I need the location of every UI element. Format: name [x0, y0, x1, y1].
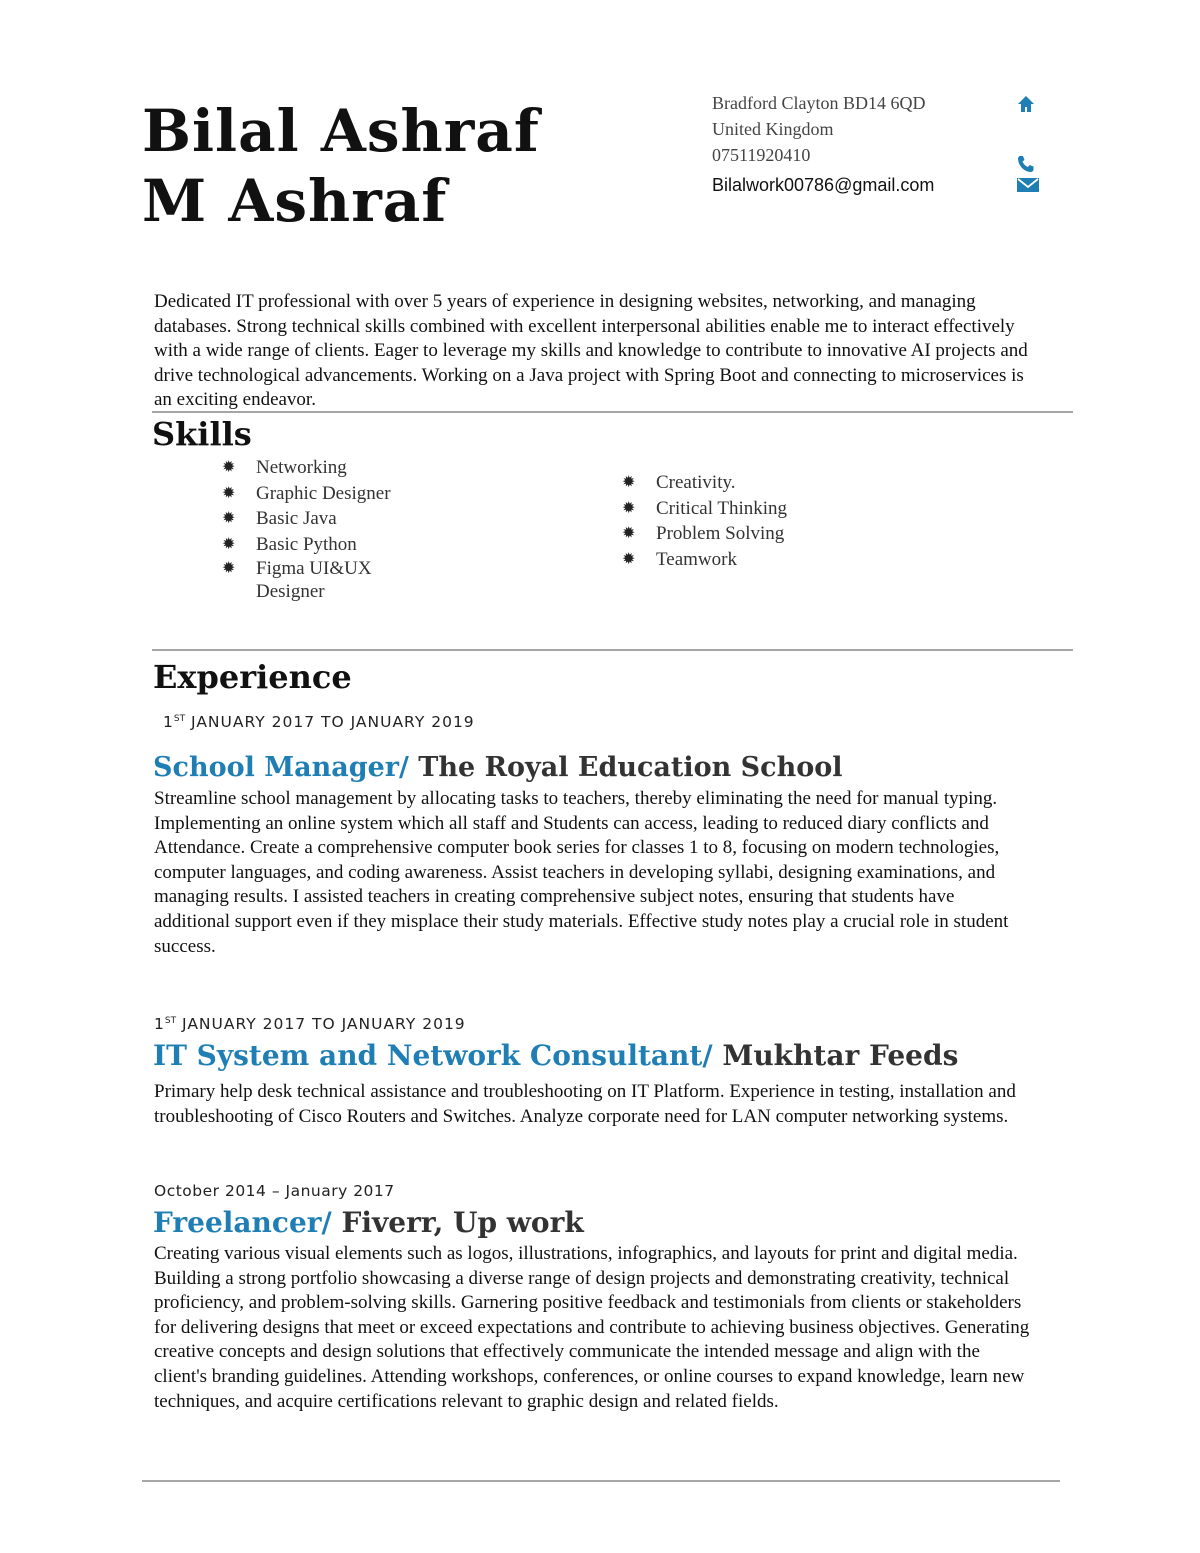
- bullet-icon: ✹: [622, 474, 636, 491]
- job-date: October 2014 – January 2017: [154, 1182, 395, 1200]
- job-description: Creating various visual elements such as logos, illustrations, infographics, and layouts for print and digital media. Building a strong portfolio showcasing a diverse range of design projects and demonstrating creativity, technical proficiency, and problem-solving skills. Garnering positive feedback and testimonials from clients or stakeholders for delivering designs that meet or exceed expectations and contribute to achieving business objectives. Generating creative concepts and design solutions that effectively communicate the intended message and align with the client's branding guidelines. Attending workshops, conferences, or online courses to expand knowledge, learn new techniques, and acquire certifications relevant to graphic design and related fields.: [154, 1243, 1030, 1412]
- job-title: [153, 1203, 584, 1243]
- skills-list-column-2: [622, 470, 882, 572]
- candidate-name: [142, 96, 540, 236]
- job-description: Primary help desk technical assistance and troubleshooting on IT Platform. Experience in testing, installation and troubleshooting of Cisco Routers and Switches. Analyze corporate need for LAN computer networking systems.: [154, 1081, 1016, 1127]
- skill-item: ✹ Teamwork: [622, 547, 882, 573]
- email-row: [712, 172, 1042, 198]
- name-line-1: Bilal Ashraf: [142, 97, 540, 165]
- skill-item: ✹ Basic Python: [222, 532, 432, 558]
- address-row: [712, 90, 1042, 116]
- section-divider: [152, 411, 1073, 413]
- home-icon: [1016, 94, 1036, 112]
- name-line-2: M Ashraf: [142, 167, 448, 235]
- bullet-icon: ✹: [222, 560, 236, 577]
- bullet-icon: ✹: [222, 510, 236, 527]
- skill-item: ✹ Critical Thinking: [622, 496, 882, 522]
- bullet-icon: ✹: [622, 499, 636, 517]
- section-divider: [152, 649, 1073, 651]
- job-organization: Mukhtar Feeds: [712, 1039, 959, 1072]
- bullet-icon: ✹: [222, 484, 236, 502]
- phone-row: [712, 142, 1042, 168]
- experience-heading: Experience: [153, 658, 352, 696]
- phone-icon: [1016, 154, 1036, 172]
- bullet-icon: ✹: [222, 535, 236, 553]
- job-role: IT System and Network Consultant/: [153, 1039, 713, 1072]
- skills-list-column-1: [222, 455, 432, 603]
- job-role: Freelancer/: [153, 1206, 332, 1239]
- skill-item: ✹ Figma UI&UX Designer: [222, 558, 372, 602]
- address-line-2: United Kingdom: [712, 119, 834, 139]
- bullet-icon: ✹: [622, 525, 636, 542]
- contact-block: [712, 90, 1042, 198]
- skill-item: ✹ Graphic Designer: [222, 481, 432, 507]
- job-date: 1ST JANUARY 2017 TO JANUARY 2019: [154, 1015, 466, 1033]
- job-date: 1ST JANUARY 2017 TO JANUARY 2019: [163, 713, 475, 731]
- email-icon: [1016, 175, 1036, 193]
- job-organization: Fiverr, Up work: [331, 1206, 584, 1239]
- professional-summary: Dedicated IT professional with over 5 years of experience in designing websites, networking, and managing databases. Strong technical skills combined with excellent interpersonal abilities enable me to interact effectively with a wide range of clients. Eager to leverage my skills and knowledge to contribute to innovative AI projects and drive technological advancements. Working on a Java project with Spring Boot and connecting to microservices is an exciting endeavor.: [154, 291, 1028, 411]
- bullet-icon: ✹: [622, 550, 636, 568]
- skills-heading: Skills: [152, 415, 252, 453]
- skill-item: ✹ Problem Solving: [622, 521, 882, 547]
- email-address[interactable]: Bilalwork00786@gmail.com: [712, 175, 935, 195]
- phone-number: 07511920410: [712, 145, 811, 165]
- skill-item: ✹ Basic Java: [222, 506, 432, 532]
- job-description: Streamline school management by allocating tasks to teachers, thereby eliminating the need for manual typing. Implementing an online system which all staff and Students can access, leading to reduced diary conflicts and Attendance. Create a comprehensive computer book series for classes 1 to 8, focusing on modern technologies, computer languages, and coding awareness. Assist teachers in developing syllabi, designing examinations, and managing results. I assisted teachers in creating comprehensive subject notes, ensuring that students have additional support even if they misplace their study materials. Effective study notes play a crucial role in student success.: [154, 788, 1009, 957]
- skill-item: ✹ Networking: [222, 455, 432, 481]
- bullet-icon: ✹: [222, 459, 236, 476]
- footer-divider: [142, 1480, 1060, 1482]
- job-role: School Manager/: [153, 752, 409, 783]
- skill-item: ✹ Creativity.: [622, 470, 882, 496]
- job-title: [153, 1036, 958, 1076]
- address-row-2: [712, 116, 1042, 142]
- job-title: [153, 748, 843, 788]
- address-line-1: Bradford Clayton BD14 6QD: [712, 93, 926, 113]
- job-organization: The Royal Education School: [408, 752, 843, 783]
